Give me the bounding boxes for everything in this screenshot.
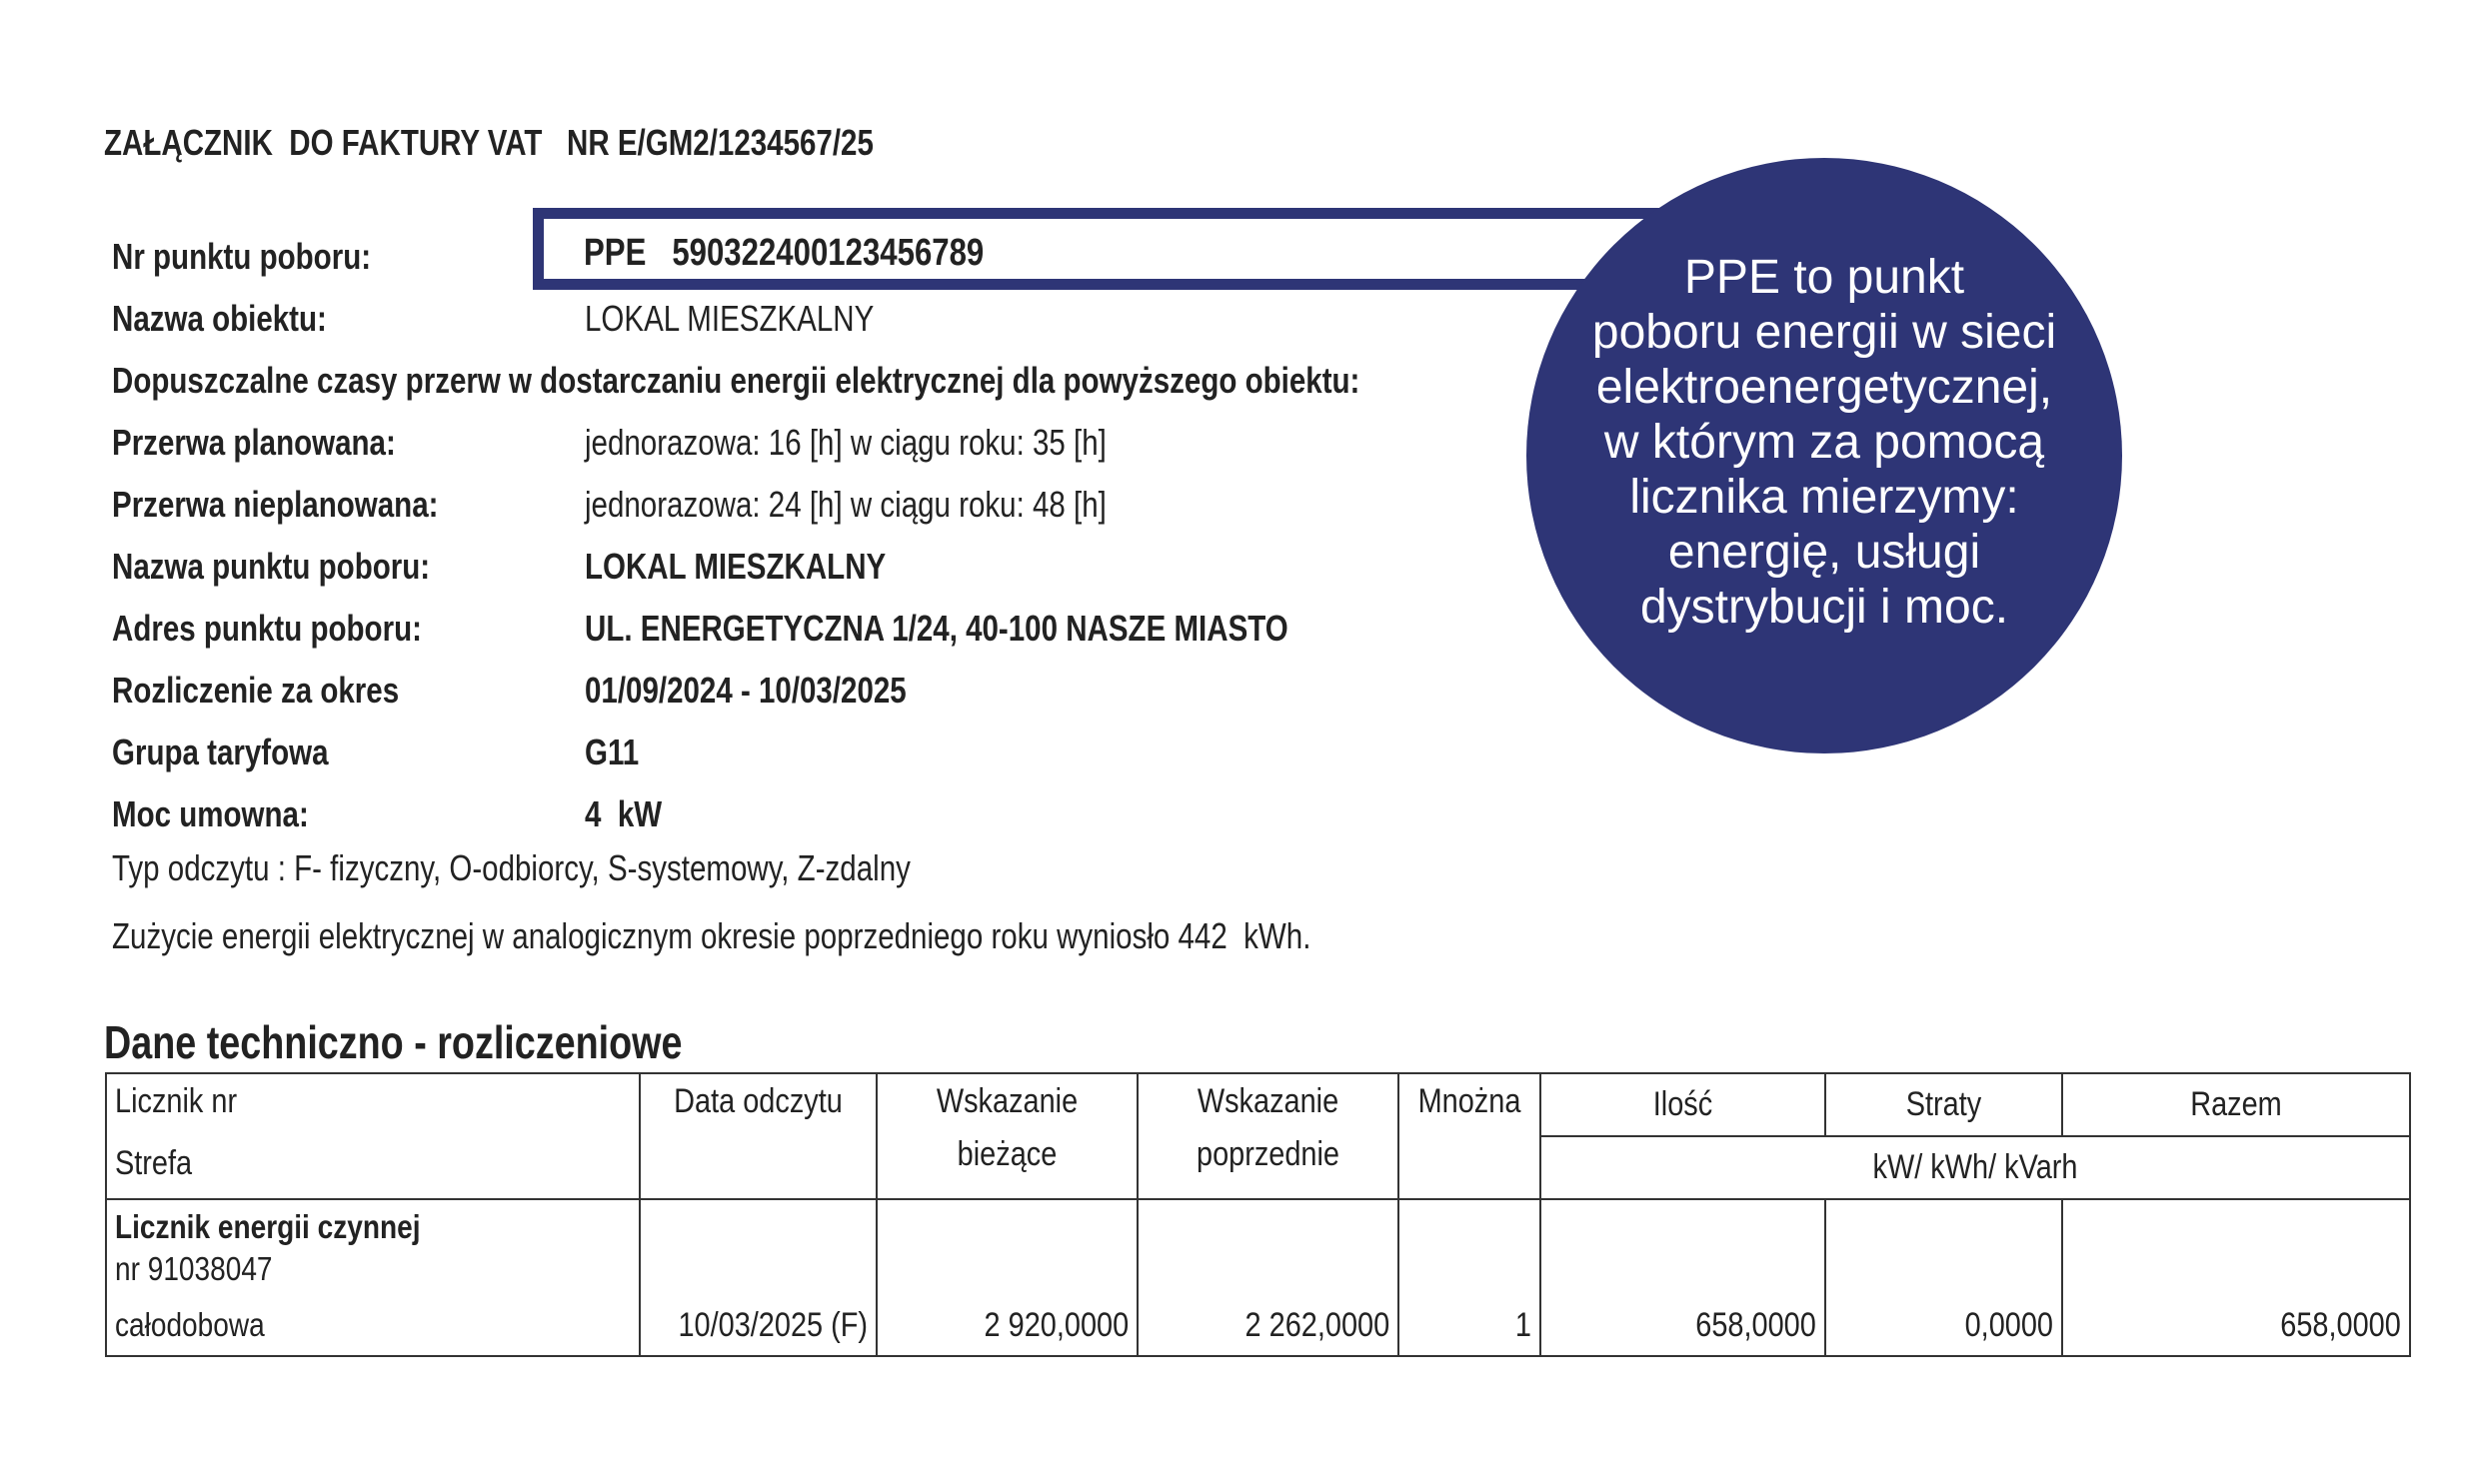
power-label: Moc umowna: [112, 793, 309, 834]
cell-current [877, 1199, 1138, 1356]
cell-meter [106, 1199, 640, 1356]
ppe-info-callout [1526, 158, 2122, 753]
table-header-row [106, 1073, 2410, 1136]
quantity-value: 658,0000 [1695, 1306, 1816, 1344]
point-name-label: Nazwa punktu poboru: [112, 546, 431, 587]
header-total [2062, 1073, 2410, 1136]
cell-quantity [1540, 1199, 1825, 1356]
meter-name: Licznik energii czynnej [115, 1208, 421, 1245]
reading-types-note: Typ odczytu : F- fizyczny, O-odbiorcy, S-systemowy, Z-zdalny [112, 847, 911, 888]
cell-reading-date [640, 1199, 877, 1356]
power-value: 4 kW [585, 793, 663, 834]
header-zone: Strefa [115, 1144, 193, 1182]
header-reading-date-text: Data odczytu [674, 1082, 843, 1120]
cell-previous [1138, 1199, 1398, 1356]
header-units [1540, 1136, 2410, 1199]
cell-multiplier [1398, 1199, 1540, 1356]
header-previous [1138, 1073, 1398, 1199]
previous-value: 2 262,0000 [1244, 1306, 1389, 1344]
point-address-value: UL. ENERGETYCZNA 1/24, 40-100 NASZE MIASTO [585, 608, 1288, 649]
reading-date-value: 10/03/2025 (F) [678, 1306, 868, 1344]
header-current-line1: Wskazanie [936, 1082, 1079, 1120]
header-units-text: kW/ kWh/ kVarh [1872, 1148, 2078, 1186]
header-previous-line2: poprzednie [1196, 1135, 1340, 1173]
meter-zone: całodobowa [115, 1306, 265, 1343]
planned-break-value: jednorazowa: 16 [h] w ciągu roku: 35 [h] [585, 422, 1107, 463]
breaks-heading: Dopuszczalne czasy przerw w dostarczaniu energii elektrycznej dla powyższego obiektu: [112, 360, 1360, 401]
object-name-value: LOKAL MIESZKALNY [585, 298, 875, 339]
unplanned-break-label: Przerwa nieplanowana: [112, 484, 439, 525]
header-meter-no: Licznik nr [115, 1082, 238, 1120]
period-label: Rozliczenie za okres [112, 670, 400, 711]
header-previous-line1: Wskazanie [1197, 1082, 1339, 1120]
document-title: ZAŁĄCZNIK DO FAKTURY VAT NR E/GM2/1234567/25 [104, 122, 874, 163]
technical-section-title: Dane techniczno - rozliczeniowe [104, 1016, 683, 1068]
header-total-text: Razem [2190, 1085, 2282, 1123]
cell-losses [1825, 1199, 2062, 1356]
object-name-label: Nazwa obiektu: [112, 298, 327, 339]
meter-number: nr 91038047 [115, 1250, 273, 1287]
header-meter-zone [106, 1073, 640, 1199]
header-losses-text: Straty [1905, 1085, 1982, 1123]
total-value: 658,0000 [2280, 1306, 2401, 1344]
header-reading-date [640, 1073, 877, 1199]
callout-text: PPE to punkt poboru energii w sieci elektroenergetycznej, w którym za pomocą licznika mierzymy: energię, usługi dystrybucji i moc. [1591, 250, 2057, 634]
header-current-line2: bieżące [957, 1135, 1058, 1173]
technical-data-table [105, 1072, 2411, 1357]
previous-usage-note: Zużycie energii elektrycznej w analogicznym okresie poprzedniego roku wyniosło 442 kWh. [112, 915, 1311, 956]
ppe-label: Nr punktu poboru: [112, 236, 372, 277]
period-value: 01/09/2024 - 10/03/2025 [585, 670, 907, 711]
header-multiplier [1398, 1073, 1540, 1199]
ppe-value: PPE 590322400123456789 [584, 232, 985, 274]
point-name-value: LOKAL MIESZKALNY [585, 546, 887, 587]
cell-total [2062, 1199, 2410, 1356]
header-multiplier-text: Mnożna [1417, 1082, 1521, 1120]
planned-break-label: Przerwa planowana: [112, 422, 396, 463]
header-losses [1825, 1073, 2062, 1136]
header-current [877, 1073, 1138, 1199]
header-quantity [1540, 1073, 1825, 1136]
current-value: 2 920,0000 [984, 1306, 1129, 1344]
table-row [106, 1199, 2410, 1356]
header-quantity-text: Ilość [1652, 1085, 1713, 1123]
unplanned-break-value: jednorazowa: 24 [h] w ciągu roku: 48 [h] [585, 484, 1107, 525]
tariff-value: G11 [585, 732, 640, 772]
multiplier-value: 1 [1514, 1306, 1531, 1344]
losses-value: 0,0000 [1964, 1306, 2053, 1344]
tariff-label: Grupa taryfowa [112, 732, 329, 772]
point-address-label: Adres punktu poboru: [112, 608, 422, 649]
